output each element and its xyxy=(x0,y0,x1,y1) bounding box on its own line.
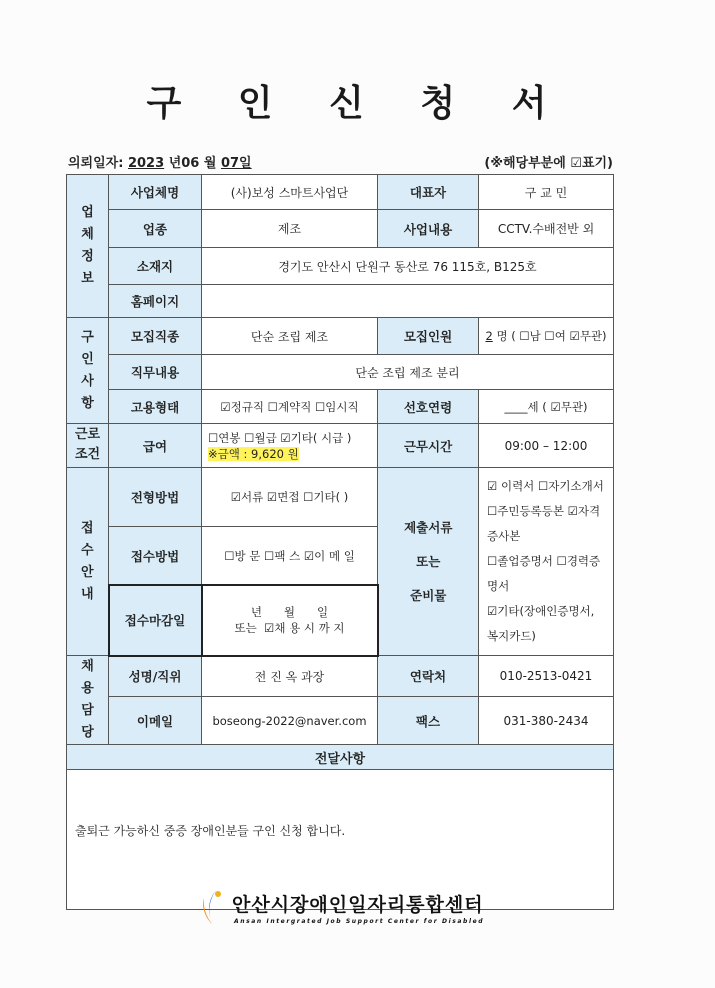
age-value: ____세 ( ☑무관) xyxy=(479,390,614,424)
business-value: CCTV.수배전반 외 xyxy=(479,210,614,248)
request-year-unit: 년06 xyxy=(168,156,200,171)
docs-label: 제출서류 또는 준비물 xyxy=(378,468,479,656)
docs-line-3: ☐졸업증명서 ☐경력증명서 xyxy=(487,554,601,593)
deadline-date: 년 월 일 xyxy=(250,605,329,620)
company-name-value: (사)보성 스마트사업단 xyxy=(202,175,378,210)
center-name-english: Ansan Intergrated Job Support Center for Disabled xyxy=(234,918,485,925)
deadline-label: 접수마감일 xyxy=(109,585,202,656)
address-value: 경기도 안산시 단원구 동산로 76 115호, B125호 xyxy=(202,248,614,285)
headcount-value xyxy=(479,318,614,355)
address-label: 소재지 xyxy=(109,248,202,285)
section-application: 접수안내 xyxy=(67,468,109,656)
application-form-table xyxy=(66,174,614,910)
docs-line-1: ☑ 이력서 ☐자기소개서 xyxy=(487,479,604,493)
email-label: 이메일 xyxy=(109,697,202,745)
phone-label: 연락처 xyxy=(378,656,479,697)
age-label: 선호연령 xyxy=(378,390,479,424)
section-conditions: 근로조건 xyxy=(67,424,109,468)
phone-value: 010-2513-0421 xyxy=(479,656,614,697)
ceo-value: 구 교 민 xyxy=(479,175,614,210)
pay-label: 급여 xyxy=(109,424,202,468)
request-date-line xyxy=(68,152,613,171)
request-day: 07일 xyxy=(220,156,252,171)
screening-value: ☑서류 ☑면접 ☐기타( ) xyxy=(202,468,378,527)
contact-name-label: 성명/직위 xyxy=(109,656,202,697)
docs-line-2: ☐주민등록등본 ☑자격증사본 xyxy=(487,504,601,543)
section-company: 업체정보 xyxy=(67,175,109,318)
hours-value: 09:00 – 12:00 xyxy=(479,424,614,468)
position-label: 모집직종 xyxy=(109,318,202,355)
form-title: 구 인 신 청 서 xyxy=(146,83,569,124)
industry-label: 업종 xyxy=(109,210,202,248)
docs-value xyxy=(479,468,614,656)
duty-label: 직무내용 xyxy=(109,355,202,390)
company-name-label: 사업체명 xyxy=(109,175,202,210)
deadline-until-hired: 또는 ☑채 용 시 까 지 xyxy=(234,621,345,636)
notice-header: 전달사항 xyxy=(67,745,614,770)
deadline-value xyxy=(202,585,378,656)
docs-line-4: ☑기타(장애인증명서,복지카드) xyxy=(487,604,595,643)
headcount-options: 명 ( ☐남 ☐여 ☑무관) xyxy=(492,329,607,343)
business-label: 사업내용 xyxy=(378,210,479,248)
homepage-label: 홈페이지 xyxy=(109,285,202,318)
position-value: 단순 조립 제조 xyxy=(202,318,378,355)
request-year: 2023 xyxy=(127,156,165,171)
fax-label: 팩스 xyxy=(378,697,479,745)
headcount-number: 2 xyxy=(485,329,493,343)
mark-note: (※해당부분에 ☑표기) xyxy=(484,156,613,171)
notice-body: 출퇴근 가능하신 중증 장애인분들 구인 신청 합니다. xyxy=(67,770,614,910)
employment-value: ☑정규직 ☐계약직 ☐임시직 xyxy=(202,390,378,424)
duty-value: 단순 조립 제조 분리 xyxy=(202,355,614,390)
center-logo-icon xyxy=(198,888,228,928)
method-label: 접수방법 xyxy=(109,527,202,585)
pay-amount: ※금액 : 9,620 원 xyxy=(208,446,299,461)
section-job: 구인사항 xyxy=(67,318,109,424)
center-name: 안산시장애인일자리통합센터 xyxy=(232,894,484,916)
employment-label: 고용형태 xyxy=(109,390,202,424)
ceo-label: 대표자 xyxy=(378,175,479,210)
headcount-label: 모집인원 xyxy=(378,318,479,355)
center-logo xyxy=(198,888,518,932)
homepage-value xyxy=(202,285,614,318)
section-contact: 채용담당 xyxy=(67,656,109,745)
request-date-label: 의뢰일자: xyxy=(68,156,124,171)
industry-value: 제조 xyxy=(202,210,378,248)
method-value: ☐방 문 ☐팩 스 ☑이 메 일 xyxy=(202,527,378,585)
fax-value: 031-380-2434 xyxy=(479,697,614,745)
pay-types: ☐연봉 ☐월급 ☑기타( 시급 ) xyxy=(208,430,352,445)
contact-name-value: 전 진 옥 과장 xyxy=(202,656,378,697)
request-month-unit: 월 xyxy=(203,156,217,171)
hours-label: 근무시간 xyxy=(378,424,479,468)
screening-label: 전형방법 xyxy=(109,468,202,527)
email-value: boseong-2022@naver.com xyxy=(202,697,378,745)
pay-value xyxy=(202,424,378,468)
